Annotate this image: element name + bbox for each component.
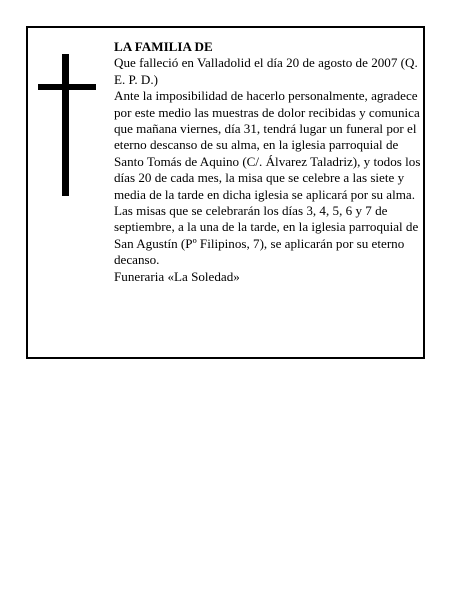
funeral-announcement: Ante la imposibilidad de hacerlo personalmente, agradece por este medio las muestras de dolor recibidas y comunica que mañana viernes, día 31, tendrá lugar un funeral por el eterno descanso de su alma, en la iglesia parroquial de Santo Tomás de Aquino (C/. Álvarez Taladriz), y todos los días 20 de cada mes, la misa que se celebre a las siete y media de la tarde en dicha iglesia se aplicará por su alma. xyxy=(114,88,421,202)
obituary-text xyxy=(114,39,426,285)
funeral-home: Funeraria «La Soledad» xyxy=(114,268,240,284)
latin-cross-icon xyxy=(62,54,69,196)
latin-cross-icon-crossbar xyxy=(38,84,96,90)
masses-announcement: Las misas que se celebrarán los días 3, 4, 5, 6 y 7 de septiembre, a la una de la tarde, en la iglesia parroquial de San Agustín (Pº Filipinos, 7), se aplicarán por su eterno decanso. xyxy=(114,203,419,268)
death-announcement: Que falleció en Valladolid el día 20 de agosto de 2007 (Q. E. P. D.) xyxy=(114,55,418,87)
family-heading: LA FAMILIA DE xyxy=(114,39,213,54)
